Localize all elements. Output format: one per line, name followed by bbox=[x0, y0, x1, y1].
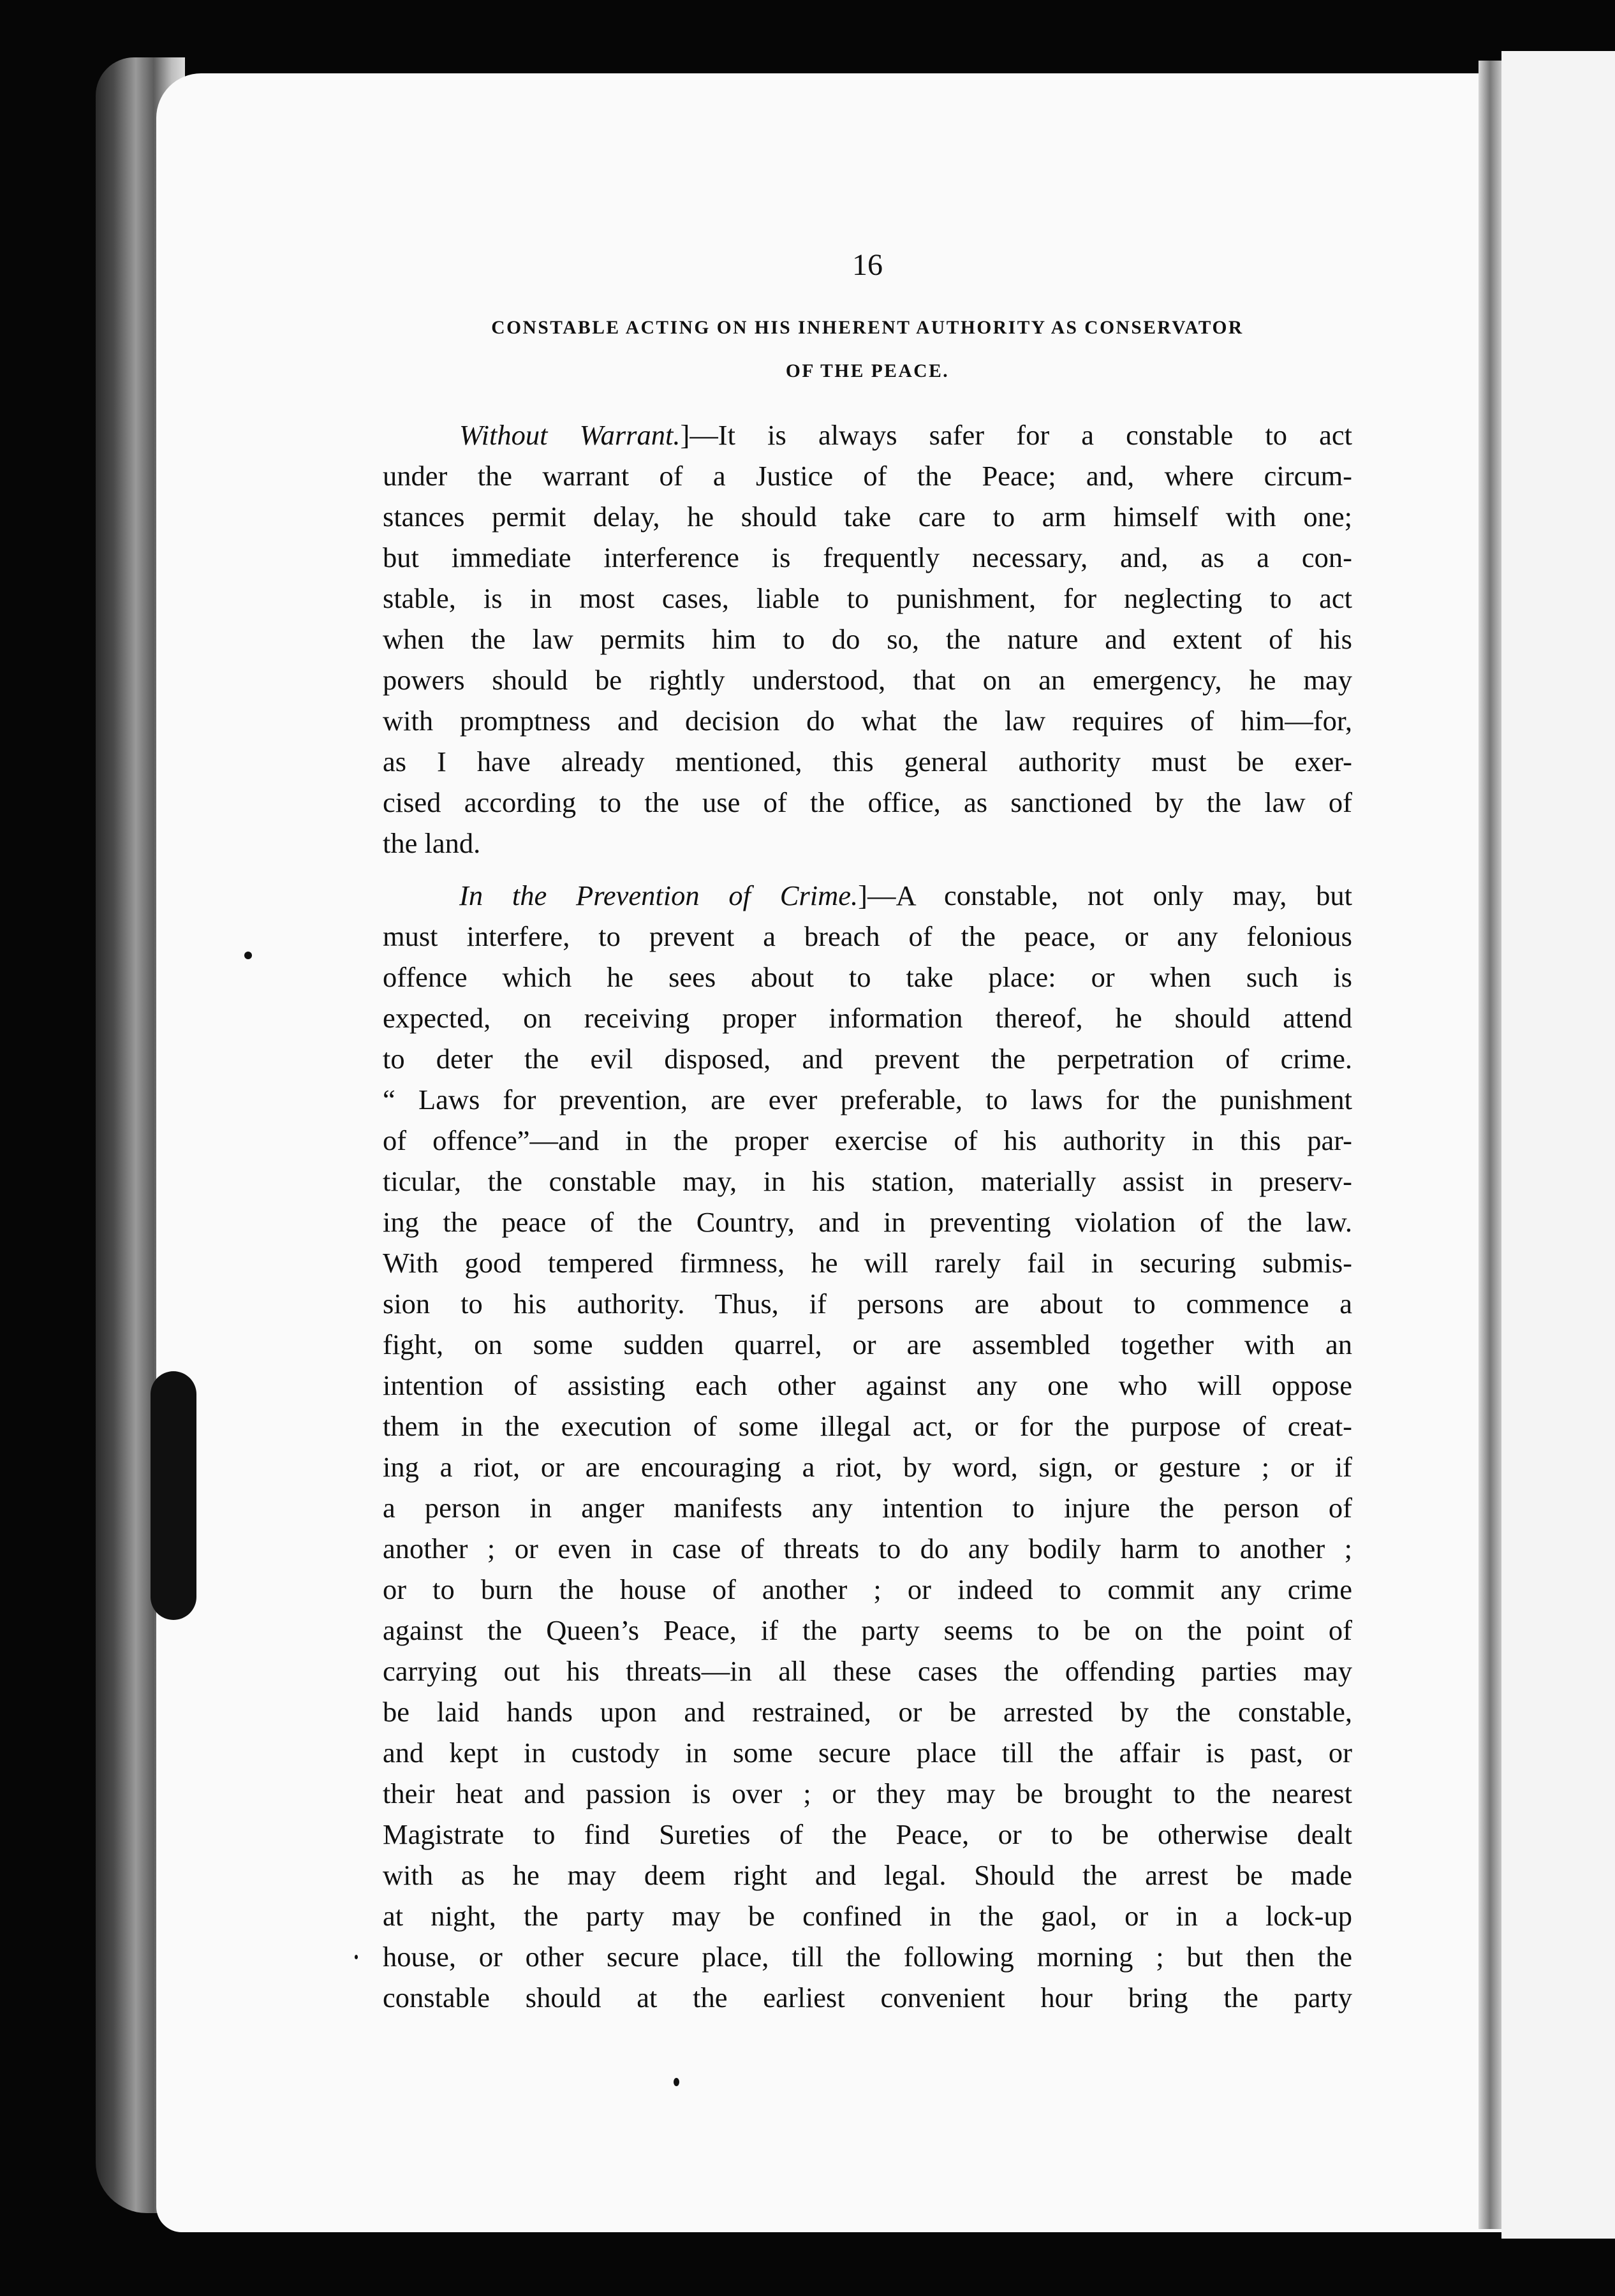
text-line: with promptness and decision do what the law requires of him—for, bbox=[383, 705, 1352, 737]
text-line: their heat and passion is over ; or they may be brought to the nearest bbox=[383, 1777, 1352, 1809]
paragraph-title: Without Warrant. bbox=[459, 419, 681, 451]
text-line: Magistrate to find Sureties of the Peace, or to be otherwise dealt bbox=[383, 1818, 1352, 1850]
body-text bbox=[383, 415, 1352, 2018]
text-line: offence which he sees about to take place: or when such is bbox=[383, 961, 1352, 993]
text-line: at night, the party may be confined in the gaol, or in a lock-up bbox=[383, 1900, 1352, 1932]
speck bbox=[674, 2078, 679, 2086]
speck bbox=[244, 952, 252, 959]
section-heading-line-2: OF THE PEACE. bbox=[785, 361, 950, 381]
text-line: powers should be rightly understood, that on an emergency, he may bbox=[383, 664, 1352, 696]
text-line: In the Prevention of Crime.]—A constable, not only may, but bbox=[459, 879, 1352, 911]
text-line: sion to his authority. Thus, if persons are about to commence a bbox=[383, 1288, 1352, 1320]
text-line: carrying out his threats—in all these cases the offending parties may bbox=[383, 1655, 1352, 1687]
text-line: stable, is in most cases, liable to punishment, for neglecting to act bbox=[383, 582, 1352, 614]
page-number: 16 bbox=[852, 248, 883, 282]
text-line: with as he may deem right and legal. Should the arrest be made bbox=[383, 1859, 1352, 1891]
text-line: to deter the evil disposed, and prevent the perpetration of crime. bbox=[383, 1043, 1352, 1075]
text-line: cised according to the use of the office, as sanctioned by the law of bbox=[383, 786, 1352, 818]
page-fold bbox=[1479, 61, 1501, 2229]
text-line: them in the execution of some illegal act, or for the purpose of creat- bbox=[383, 1410, 1352, 1442]
text-line: but immediate interference is frequently necessary, and, as a con- bbox=[383, 541, 1352, 573]
text-line: “ Laws for prevention, are ever preferable, to laws for the punishment bbox=[383, 1084, 1352, 1115]
facing-page bbox=[1501, 51, 1615, 2239]
text-line: a person in anger manifests any intention to injure the person of bbox=[383, 1492, 1352, 1524]
ink-blot bbox=[151, 1371, 196, 1620]
text-line: ing the peace of the Country, and in preventing violation of the law. bbox=[383, 1206, 1352, 1238]
text-line: Without Warrant.]—It is always safer for a constable to act bbox=[459, 419, 1352, 451]
text-line: With good tempered firmness, he will rarely fail in securing submis- bbox=[383, 1247, 1352, 1279]
text-line: against the Queen’s Peace, if the party seems to be on the point of bbox=[383, 1614, 1352, 1646]
text-line: or to burn the house of another ; or indeed to commit any crime bbox=[383, 1573, 1352, 1605]
text-line: constable should at the earliest convenient hour bring the party bbox=[383, 1982, 1352, 2013]
text-line: another ; or even in case of threats to do any bodily harm to another ; bbox=[383, 1533, 1352, 1564]
text-line: ing a riot, or are encouraging a riot, by word, sign, or gesture ; or if bbox=[383, 1451, 1352, 1483]
text-line: be laid hands upon and restrained, or be arrested by the constable, bbox=[383, 1696, 1352, 1728]
speck bbox=[355, 1955, 358, 1959]
text-line: must interfere, to prevent a breach of the peace, or any felonious bbox=[383, 920, 1352, 952]
text-line: as I have already mentioned, this general authority must be exer- bbox=[383, 746, 1352, 777]
text-line: stances permit delay, he should take care to arm himself with one; bbox=[383, 501, 1352, 533]
text-line: fight, on some sudden quarrel, or are assembled together with an bbox=[383, 1328, 1352, 1360]
text-line: under the warrant of a Justice of the Peace; and, where circum- bbox=[383, 460, 1352, 492]
text-line: ticular, the constable may, in his station, materially assist in preserv- bbox=[383, 1165, 1352, 1197]
text-line: and kept in custody in some secure place till the affair is past, or bbox=[383, 1737, 1352, 1769]
text-line: house, or other secure place, till the following morning ; but then the bbox=[383, 1941, 1352, 1973]
text-line: when the law permits him to do so, the nature and extent of his bbox=[383, 623, 1352, 655]
text-line: of offence”—and in the proper exercise of his authority in this par- bbox=[383, 1124, 1352, 1156]
text-line: the land. bbox=[383, 827, 481, 859]
paragraph-title: In the Prevention of Crime. bbox=[459, 879, 859, 911]
text-line: intention of assisting each other against any one who will oppose bbox=[383, 1369, 1352, 1401]
text-line: expected, on receiving proper information thereof, he should attend bbox=[383, 1002, 1352, 1034]
section-heading-line-1: CONSTABLE ACTING ON HIS INHERENT AUTHORITY AS CONSERVATOR bbox=[491, 318, 1244, 338]
